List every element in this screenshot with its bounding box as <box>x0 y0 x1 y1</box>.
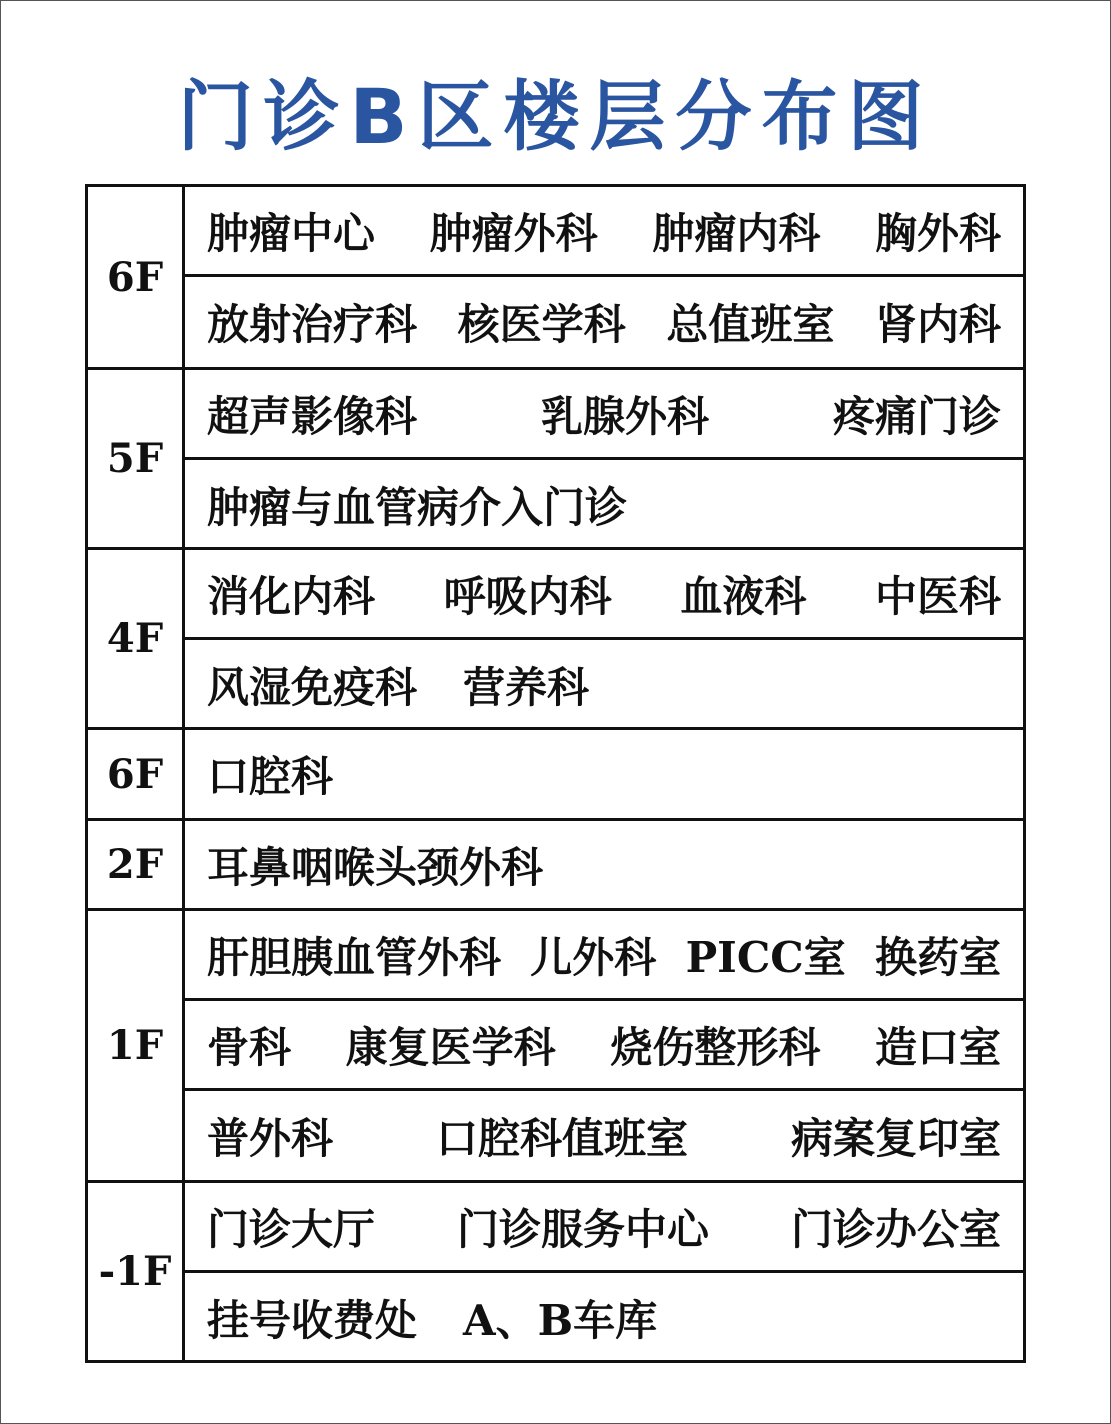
department-row <box>185 1273 1023 1363</box>
department-row <box>185 370 1023 460</box>
department-name: 消化内科 <box>207 571 376 621</box>
page-title: 门诊B区楼层分布图 <box>177 72 934 161</box>
floor-block-6f-upper <box>88 187 1023 370</box>
department-name: 普外科 <box>207 1114 334 1163</box>
department-row <box>185 730 1023 818</box>
floor-block-6f-lower <box>88 730 1023 821</box>
department-name: 造口室 <box>874 1022 1001 1072</box>
department-name: 超声影像科 <box>207 391 418 441</box>
department-name: 骨科 <box>207 1022 292 1072</box>
floor-block-5f <box>88 370 1023 550</box>
department-name: 肿瘤中心 <box>207 208 376 258</box>
department-row <box>185 460 1023 550</box>
department-name: 疼痛门诊 <box>832 391 1001 441</box>
floor-block-4f <box>88 550 1023 730</box>
floor-rows <box>185 1183 1023 1360</box>
department-name: 乳腺外科 <box>540 391 709 441</box>
floor-label: 6F <box>88 730 185 818</box>
floor-label: 1F <box>88 911 185 1180</box>
floor-rows <box>185 187 1023 367</box>
department-row <box>185 1183 1023 1273</box>
floor-block-1f <box>88 911 1023 1183</box>
department-name: 病案复印室 <box>790 1114 1001 1163</box>
department-row <box>185 911 1023 1001</box>
department-row <box>185 187 1023 277</box>
department-name: 儿外科 <box>530 932 657 982</box>
department-name: 呼吸内科 <box>443 571 612 621</box>
department-name: 核医学科 <box>457 300 626 349</box>
department-name: 肿瘤外科 <box>429 208 598 258</box>
floor-label: 5F <box>88 370 185 547</box>
floor-block-2f <box>88 821 1023 911</box>
floor-label: 6F <box>88 187 185 367</box>
department-name: PICC室 <box>685 932 846 982</box>
department-name: 口腔科 <box>207 752 334 801</box>
department-name: 康复医学科 <box>345 1022 556 1072</box>
department-name: 放射治疗科 <box>207 300 418 349</box>
department-name: 风湿免疫科 <box>207 663 418 712</box>
department-row <box>185 821 1023 908</box>
department-row <box>185 1001 1023 1091</box>
floor-label: 4F <box>88 550 185 727</box>
department-row <box>185 550 1023 640</box>
floor-rows <box>185 730 1023 818</box>
department-name: 烧伤整形科 <box>610 1022 821 1072</box>
floor-block-b1 <box>88 1183 1023 1360</box>
department-name: 肾内科 <box>874 300 1001 349</box>
department-name: 肝胆胰血管外科 <box>207 932 502 982</box>
floor-rows <box>185 821 1023 908</box>
department-name: 肿瘤与血管病介入门诊 <box>207 483 628 532</box>
department-name: 挂号收费处 <box>207 1296 418 1345</box>
department-row <box>185 1091 1023 1181</box>
department-name: 中医科 <box>874 571 1001 621</box>
department-name: 肿瘤内科 <box>652 208 821 258</box>
department-name: 总值班室 <box>666 300 835 349</box>
department-name: A、B车库 <box>463 1296 658 1345</box>
floor-rows <box>185 550 1023 727</box>
department-name: 口腔科值班室 <box>435 1114 688 1163</box>
department-name: 营养科 <box>463 663 590 712</box>
department-name: 耳鼻咽喉头颈外科 <box>207 842 544 892</box>
department-row <box>185 640 1023 730</box>
floor-rows <box>185 911 1023 1180</box>
floor-label: -1F <box>88 1183 185 1360</box>
department-name: 血液科 <box>680 571 807 621</box>
department-name: 门诊办公室 <box>790 1204 1001 1254</box>
department-name: 门诊服务中心 <box>456 1204 709 1254</box>
department-name: 换药室 <box>874 932 1001 982</box>
department-row <box>185 277 1023 367</box>
floor-directory-table <box>85 184 1026 1363</box>
department-name: 门诊大厅 <box>207 1204 376 1254</box>
department-name: 胸外科 <box>874 208 1001 258</box>
floor-rows <box>185 370 1023 547</box>
floor-label: 2F <box>88 821 185 908</box>
